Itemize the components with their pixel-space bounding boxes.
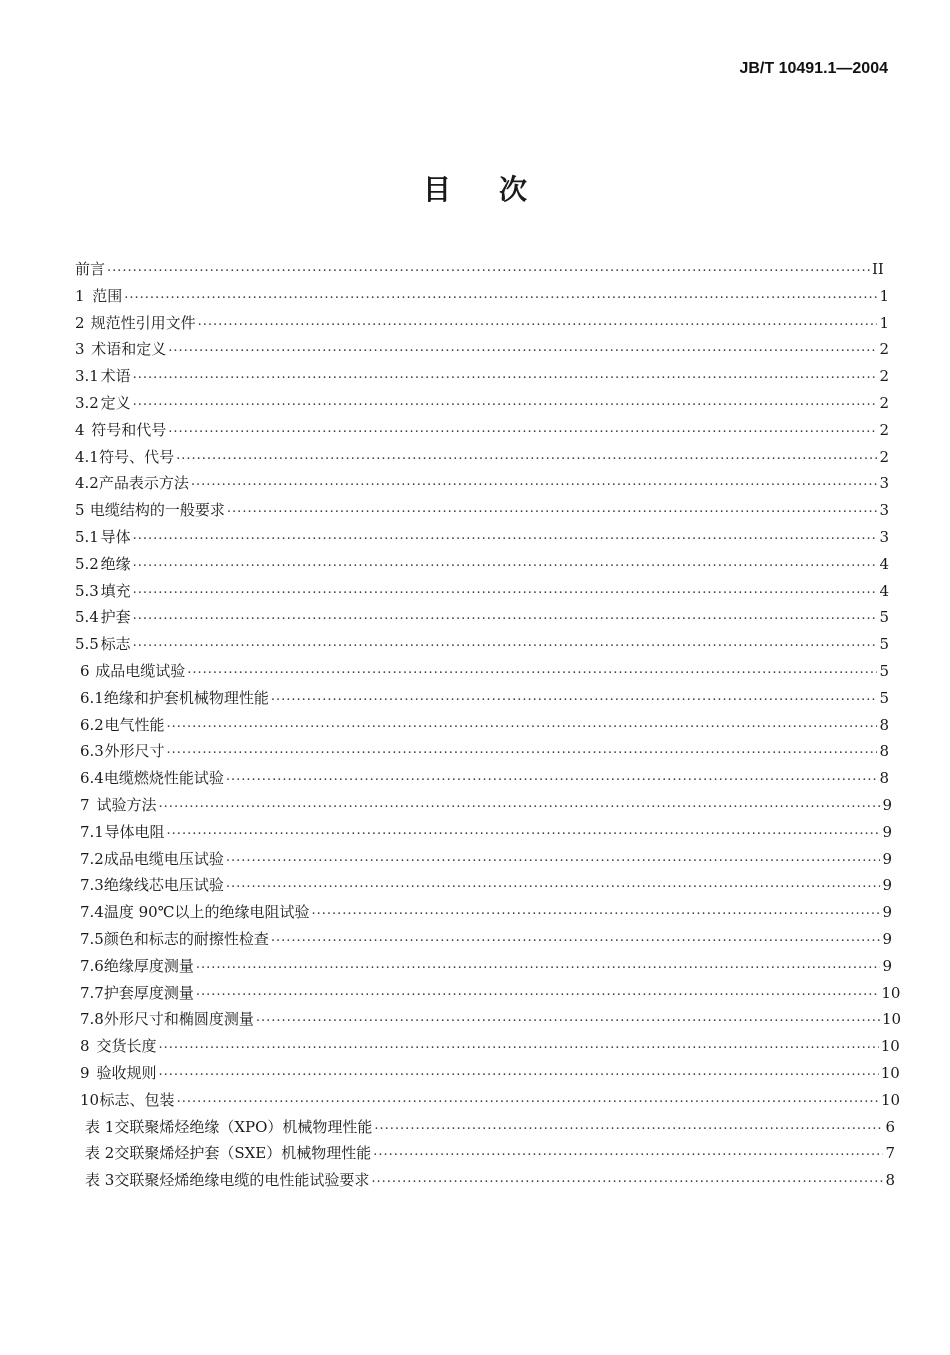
toc-entry-page: 1 bbox=[879, 313, 889, 332]
toc-entry-number: 7 bbox=[80, 796, 90, 814]
toc-entry-number: 1 bbox=[75, 286, 85, 305]
toc-entry bbox=[75, 443, 889, 467]
toc-entry-page: 3 bbox=[879, 528, 889, 546]
toc-entry-label: 产品表示方法 bbox=[98, 474, 189, 493]
toc-entry-label: 前言 bbox=[75, 260, 106, 278]
toc-entry bbox=[80, 657, 889, 681]
toc-entry-label: 电缆燃烧性能试验 bbox=[103, 769, 224, 788]
toc-entry-number: 表 3 bbox=[85, 1171, 115, 1190]
toc-entry-page: 10 bbox=[880, 1064, 900, 1082]
toc-entry-label: 交联聚烯烃绝缘（XPO）机械物理性能 bbox=[114, 1117, 373, 1136]
toc-entry-label: 术语和定义 bbox=[91, 340, 167, 359]
toc-entry-page: 2 bbox=[879, 340, 889, 359]
toc-entry-number: 10 bbox=[80, 1090, 100, 1109]
toc-entry bbox=[75, 362, 889, 386]
toc-entry-page: 10 bbox=[882, 1010, 902, 1029]
toc-entry-number: 2 bbox=[75, 313, 85, 332]
toc-entry-label: 标志 bbox=[100, 635, 131, 654]
toc-entry-number: 4.1 bbox=[75, 447, 99, 466]
toc-entry bbox=[75, 282, 889, 306]
toc-entry bbox=[80, 1059, 900, 1083]
toc-leader-dots bbox=[133, 367, 877, 386]
toc-entry-number: 6.3 bbox=[80, 742, 104, 761]
toc-entry-number: 7.2 bbox=[80, 849, 104, 868]
toc-entry-number: 6.4 bbox=[80, 769, 104, 788]
toc-entry-number: 6 bbox=[80, 662, 90, 680]
toc-leader-dots bbox=[271, 930, 880, 949]
toc-entry-page: 10 bbox=[881, 983, 901, 1002]
toc-entry bbox=[75, 335, 889, 359]
toc-entry-number: 5 bbox=[75, 501, 85, 520]
toc-entry-page: 9 bbox=[882, 822, 892, 841]
toc-leader-dots bbox=[226, 850, 880, 869]
toc-entry-page: 9 bbox=[882, 903, 892, 922]
toc-entry-number: 5.3 bbox=[75, 581, 99, 600]
toc-entry bbox=[75, 523, 889, 547]
toc-entry-number: 6.2 bbox=[80, 715, 104, 734]
toc-leader-dots bbox=[159, 1064, 879, 1083]
toc-entry-number: 4.2 bbox=[75, 474, 99, 493]
toc-entry-page: 9 bbox=[882, 796, 892, 814]
toc-entry-number: 7.7 bbox=[80, 983, 104, 1002]
toc-entry-number: 4 bbox=[75, 420, 85, 439]
toc-entry bbox=[80, 898, 892, 922]
toc-entry-number: 5.2 bbox=[75, 554, 99, 573]
toc-leader-dots bbox=[227, 501, 877, 520]
toc-entry bbox=[75, 577, 889, 601]
toc-entry-label: 电气性能 bbox=[104, 715, 165, 734]
toc-entry bbox=[80, 845, 892, 869]
toc-leader-dots bbox=[166, 742, 877, 761]
toc-entry-number: 表 2 bbox=[85, 1144, 115, 1163]
toc-leader-dots bbox=[196, 984, 879, 1003]
toc-entry bbox=[75, 255, 882, 279]
toc-entry bbox=[80, 871, 892, 895]
toc-entry-label: 标志、包装 bbox=[99, 1090, 175, 1109]
toc-entry-number: 3 bbox=[75, 340, 85, 359]
toc-entry-label: 外形尺寸和椭圆度测量 bbox=[103, 1010, 254, 1029]
toc-leader-dots bbox=[191, 474, 877, 493]
toc-entry-page: 3 bbox=[879, 474, 889, 493]
toc-leader-dots bbox=[176, 448, 877, 467]
toc-leader-dots bbox=[133, 394, 877, 413]
toc-entry bbox=[80, 1005, 902, 1029]
toc-entry-label: 导体电阻 bbox=[104, 822, 165, 841]
toc-leader-dots bbox=[107, 260, 870, 279]
toc-entry-page: 8 bbox=[879, 742, 889, 761]
toc-entry-number: 5.1 bbox=[75, 528, 99, 546]
toc-entry-label: 护套 bbox=[100, 608, 131, 627]
toc-entry-label: 绝缘 bbox=[100, 554, 131, 573]
toc-entry bbox=[80, 737, 889, 761]
toc-entry-number: 5.4 bbox=[75, 608, 99, 627]
toc-entry-number: 表 1 bbox=[85, 1117, 115, 1136]
standard-code: JB/T 10491.1—2004 bbox=[739, 60, 888, 77]
toc-entry-label: 绝缘线芯电压试验 bbox=[103, 876, 224, 895]
toc-entry-page: 10 bbox=[881, 1090, 901, 1109]
toc-entry bbox=[80, 764, 889, 788]
toc-leader-dots bbox=[198, 314, 877, 333]
toc-entry-page: 9 bbox=[882, 849, 892, 868]
toc-entry bbox=[75, 603, 889, 627]
toc-entry bbox=[85, 1113, 895, 1137]
toc-entry-page: II bbox=[872, 260, 884, 278]
toc-entry-page: 2 bbox=[879, 447, 889, 466]
toc-entry bbox=[75, 389, 889, 413]
toc-entry-label: 成品电缆试验 bbox=[95, 662, 186, 680]
toc-entry bbox=[80, 1086, 901, 1110]
toc-leader-dots bbox=[371, 1171, 883, 1190]
toc-entry bbox=[80, 818, 892, 842]
toc-leader-dots bbox=[168, 340, 877, 359]
toc-entry bbox=[80, 979, 901, 1003]
toc-entry bbox=[80, 1032, 900, 1056]
toc-entry-label: 交联聚烃烯绝缘电缆的电性能试验要求 bbox=[114, 1171, 370, 1190]
toc-entry bbox=[75, 309, 889, 333]
toc-entry bbox=[80, 711, 889, 735]
toc-entry-label: 绝缘厚度测量 bbox=[103, 956, 194, 975]
toc-leader-dots bbox=[133, 635, 877, 654]
toc-leader-dots bbox=[373, 1144, 883, 1163]
toc-leader-dots bbox=[133, 582, 877, 601]
toc-entry-label: 外形尺寸 bbox=[104, 742, 165, 761]
toc-entry bbox=[75, 630, 889, 654]
toc-entry bbox=[85, 1166, 895, 1190]
toc-entry bbox=[75, 550, 889, 574]
toc-entry-page: 9 bbox=[882, 956, 892, 975]
toc-entry bbox=[80, 791, 892, 815]
toc-entry-page: 5 bbox=[879, 608, 889, 627]
toc-entry-number: 6.1 bbox=[80, 688, 104, 707]
toc-entry-page: 6 bbox=[885, 1117, 895, 1136]
toc-entry-number: 9 bbox=[80, 1064, 90, 1082]
toc-entry-label: 符号和代号 bbox=[91, 420, 167, 439]
toc-leader-dots bbox=[196, 957, 880, 976]
toc-leader-dots bbox=[166, 716, 877, 735]
toc-leader-dots bbox=[133, 528, 877, 547]
toc-entry bbox=[75, 469, 889, 493]
toc-leader-dots bbox=[159, 1037, 879, 1056]
toc-entry-page: 8 bbox=[879, 769, 889, 788]
toc-leader-dots bbox=[159, 796, 880, 815]
toc-leader-dots bbox=[312, 903, 881, 922]
toc-entry bbox=[80, 925, 892, 949]
toc-entry-number: 7.6 bbox=[80, 956, 104, 975]
toc-entry-number: 8 bbox=[80, 1037, 90, 1056]
toc-entry-page: 3 bbox=[879, 501, 889, 520]
toc-entry bbox=[80, 684, 889, 708]
toc-leader-dots bbox=[256, 1010, 880, 1029]
toc-leader-dots bbox=[168, 421, 877, 440]
toc-entry-page: 10 bbox=[880, 1037, 900, 1056]
toc-entry-label: 交货长度 bbox=[96, 1037, 157, 1056]
toc-entry-page: 5 bbox=[879, 662, 889, 680]
toc-entry-label: 验收规则 bbox=[96, 1064, 157, 1082]
toc-entry-page: 2 bbox=[879, 367, 889, 386]
toc-entry-label: 符号、代号 bbox=[99, 447, 175, 466]
toc-leader-dots bbox=[133, 555, 877, 574]
toc-entry-page: 5 bbox=[879, 688, 889, 707]
toc-entry-page: 4 bbox=[879, 581, 889, 600]
toc-entry-label: 绝缘和护套机械物理性能 bbox=[103, 688, 269, 707]
toc-leader-dots bbox=[177, 1091, 879, 1110]
toc-entry-page: 9 bbox=[882, 930, 892, 948]
toc-entry bbox=[80, 952, 892, 976]
toc-entry bbox=[85, 1139, 895, 1163]
toc-entry-number: 7.3 bbox=[80, 876, 104, 895]
toc-entry-number: 3.1 bbox=[75, 367, 99, 386]
toc-entry-label: 温度 90℃以上的绝缘电阻试验 bbox=[103, 903, 310, 922]
toc-entry-label: 定义 bbox=[100, 394, 131, 412]
toc-entry-label: 术语 bbox=[100, 367, 131, 386]
toc-entry-label: 交联聚烯烃护套（SXE）机械物理性能 bbox=[114, 1144, 372, 1163]
toc-entry bbox=[75, 416, 889, 440]
toc-leader-dots bbox=[133, 608, 877, 627]
toc-entry-number: 5.5 bbox=[75, 635, 99, 654]
toc-entry-page: 7 bbox=[885, 1144, 895, 1163]
toc-entry-page: 5 bbox=[879, 635, 889, 654]
toc-entry-page: 1 bbox=[879, 286, 889, 305]
toc-leader-dots bbox=[187, 662, 877, 681]
toc-entry-label: 成品电缆电压试验 bbox=[103, 849, 224, 868]
toc-entry-label: 填充 bbox=[100, 581, 131, 600]
toc-entry-page: 2 bbox=[879, 394, 889, 412]
toc-entry-label: 范围 bbox=[92, 286, 123, 305]
toc-entry-label: 电缆结构的一般要求 bbox=[89, 501, 225, 520]
toc-leader-dots bbox=[271, 689, 877, 708]
toc-entry-label: 规范性引用文件 bbox=[90, 313, 196, 332]
toc-entry-number: 7.5 bbox=[80, 930, 104, 948]
toc-entry-label: 颜色和标志的耐擦性检查 bbox=[103, 930, 269, 948]
toc-leader-dots bbox=[167, 823, 880, 842]
toc-entry bbox=[75, 496, 889, 520]
toc-entry-label: 导体 bbox=[100, 528, 131, 546]
toc-entry-label: 护套厚度测量 bbox=[103, 983, 194, 1002]
toc-leader-dots bbox=[226, 876, 880, 895]
toc-entry-number: 3.2 bbox=[75, 394, 99, 412]
toc-entry-label: 试验方法 bbox=[96, 796, 157, 814]
toc-entry-page: 8 bbox=[879, 715, 889, 734]
toc-entry-number: 7.1 bbox=[80, 822, 104, 841]
toc-entry-number: 7.4 bbox=[80, 903, 104, 922]
page-title: 目次 bbox=[422, 173, 575, 206]
toc-entry-number: 7.8 bbox=[80, 1010, 104, 1029]
toc-entry-page: 4 bbox=[879, 554, 889, 573]
toc-entry-page: 9 bbox=[882, 876, 892, 895]
toc-leader-dots bbox=[124, 287, 877, 306]
toc-entry-page: 8 bbox=[885, 1171, 895, 1190]
toc-leader-dots bbox=[226, 769, 877, 788]
toc-entry-page: 2 bbox=[879, 420, 889, 439]
toc-leader-dots bbox=[374, 1118, 883, 1137]
